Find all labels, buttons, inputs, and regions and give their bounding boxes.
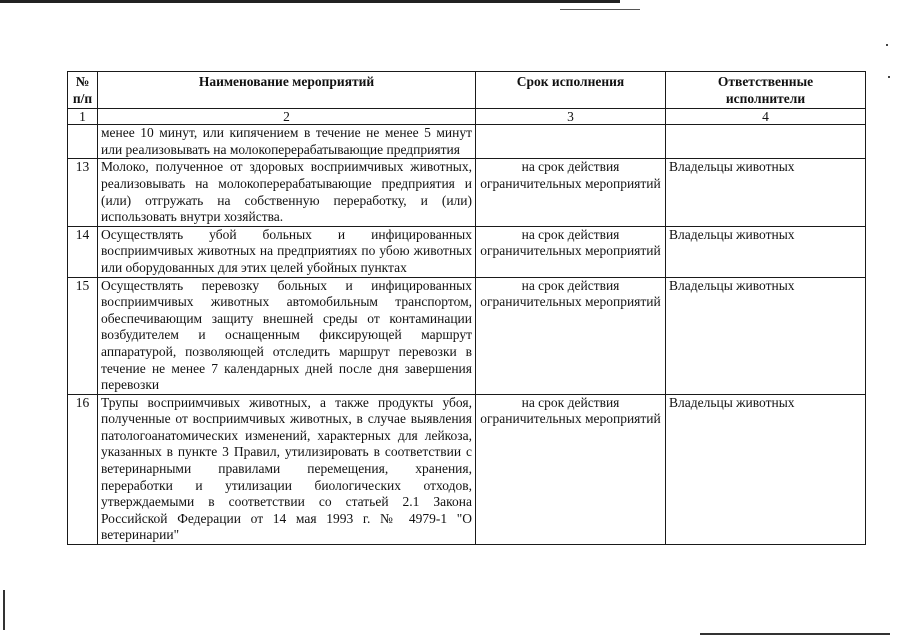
measure-responsible: Владельцы животных xyxy=(666,277,866,394)
measure-text: Трупы восприимчивых животных, а также продукты убоя, полученные от восприимчивых животных, в случае выявления патологоанатомических изменений, характерных для лейкоза, указанных в пункте 3 Правил, утилизировать в соответствии с ветеринарными правилами перемещения, хранения, переработки и утилизации биологических отходов, утверждаемыми в соответствии со статьей 2.1 Закона Российской Федерации от 14 мая 1993 г. № 4979-1 "О ветеринарии" xyxy=(98,394,476,544)
column-number: 2 xyxy=(98,109,476,125)
scan-speck xyxy=(888,76,890,78)
table-row xyxy=(68,277,866,394)
scan-edge-bottom xyxy=(700,633,890,635)
row-number: 14 xyxy=(68,226,98,277)
measure-term: на срок действия ограничительных мероприятий xyxy=(476,394,666,544)
header-name: Наименование мероприятий xyxy=(98,72,476,109)
measure-term: на срок действия ограничительных мероприятий xyxy=(476,159,666,226)
scan-edge-left xyxy=(3,590,5,630)
table-row xyxy=(68,394,866,544)
header-resp: Ответственные исполнители xyxy=(666,72,866,109)
column-number: 3 xyxy=(476,109,666,125)
measure-text: менее 10 минут, или кипячением в течение не менее 5 минут или реализовывать на молокоперерабатывающие предприятия xyxy=(98,125,476,159)
column-number: 1 xyxy=(68,109,98,125)
measure-responsible: Владельцы животных xyxy=(666,226,866,277)
measure-text: Осуществлять убой больных и инфицированных восприимчивых животных на предприятиях по убою животных или оборудованных для этих целей убойных пунктах xyxy=(98,226,476,277)
scan-edge-top-fragment xyxy=(560,9,640,10)
table-row xyxy=(68,226,866,277)
measure-text: Молоко, полученное от здоровых восприимчивых животных, реализовывать на молокоперерабатывающие предприятия и (или) отгружать на собственную переработку, и (или) использовать внутри хозяйства. xyxy=(98,159,476,226)
measure-term xyxy=(476,125,666,159)
row-number: 15 xyxy=(68,277,98,394)
row-number: 16 xyxy=(68,394,98,544)
measure-responsible: Владельцы животных xyxy=(666,394,866,544)
row-number xyxy=(68,125,98,159)
measure-responsible: Владельцы животных xyxy=(666,159,866,226)
measures-table xyxy=(67,71,866,545)
header-term: Срок исполнения xyxy=(476,72,666,109)
table-row xyxy=(68,125,866,159)
measure-term: на срок действия ограничительных мероприятий xyxy=(476,226,666,277)
column-number-row xyxy=(68,109,866,125)
scan-speck xyxy=(886,44,888,46)
measure-text: Осуществлять перевозку больных и инфицированных восприимчивых животных автомобильным транспортом, обеспечивающим защиту внешней среды от контаминации возбудителем и оснащенным фиксирующей маршрут аппаратурой, позволяющей отследить маршрут перевозки в течение не менее 7 календарных дней после дня завершения перевозки xyxy=(98,277,476,394)
header-num: № п/п xyxy=(68,72,98,109)
measure-term: на срок действия ограничительных мероприятий xyxy=(476,277,666,394)
scan-edge-top xyxy=(0,0,620,3)
header-row xyxy=(68,72,866,109)
table-row xyxy=(68,159,866,226)
row-number: 13 xyxy=(68,159,98,226)
measure-responsible xyxy=(666,125,866,159)
column-number: 4 xyxy=(666,109,866,125)
